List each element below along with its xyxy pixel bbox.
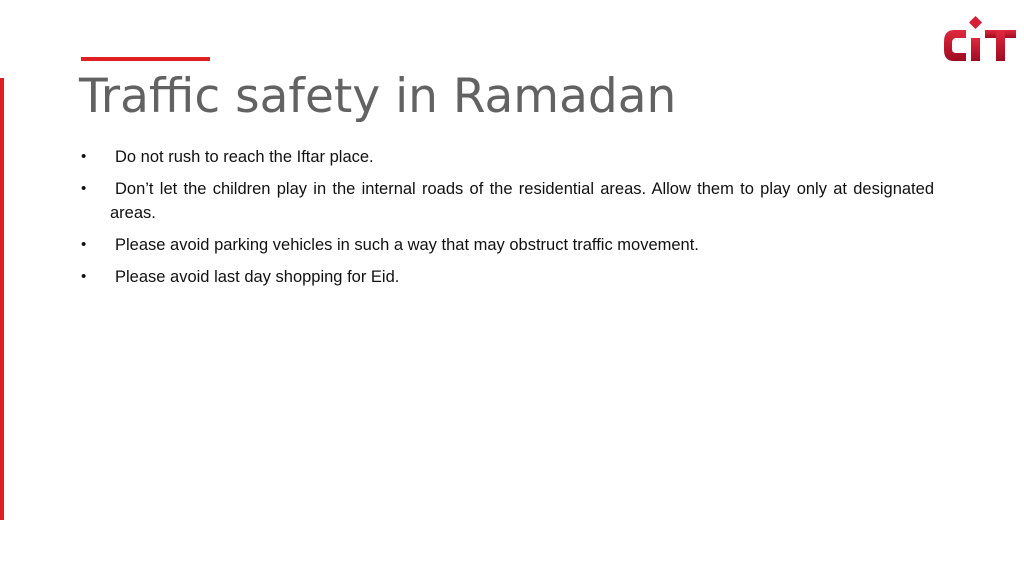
bullet-text: Do not rush to reach the Iftar place.	[115, 148, 374, 166]
bullet-item	[81, 145, 934, 169]
bullet-text: Please avoid parking vehicles in such a way that may obstruct traffic movement.	[115, 236, 699, 254]
left-accent-bar	[0, 78, 4, 520]
bullet-item	[81, 177, 934, 225]
cit-logo-icon	[940, 14, 1020, 66]
bullet-item	[81, 233, 934, 257]
bullet-list	[81, 145, 934, 297]
bullet-text: Please avoid last day shopping for Eid.	[115, 268, 400, 286]
title-accent-line	[81, 57, 210, 61]
bullet-dot-icon: •	[81, 148, 87, 165]
bullet-dot-icon: •	[81, 180, 87, 197]
bullet-dot-icon: •	[81, 236, 87, 253]
slide-title: Traffic safety in Ramadan	[79, 69, 677, 124]
company-logo	[940, 14, 1020, 66]
bullet-item	[81, 265, 934, 289]
bullet-text: Don’t let the children play in the internal roads of the residential areas. Allow them to play only at designated areas.	[110, 180, 934, 222]
bullet-dot-icon: •	[81, 268, 87, 285]
